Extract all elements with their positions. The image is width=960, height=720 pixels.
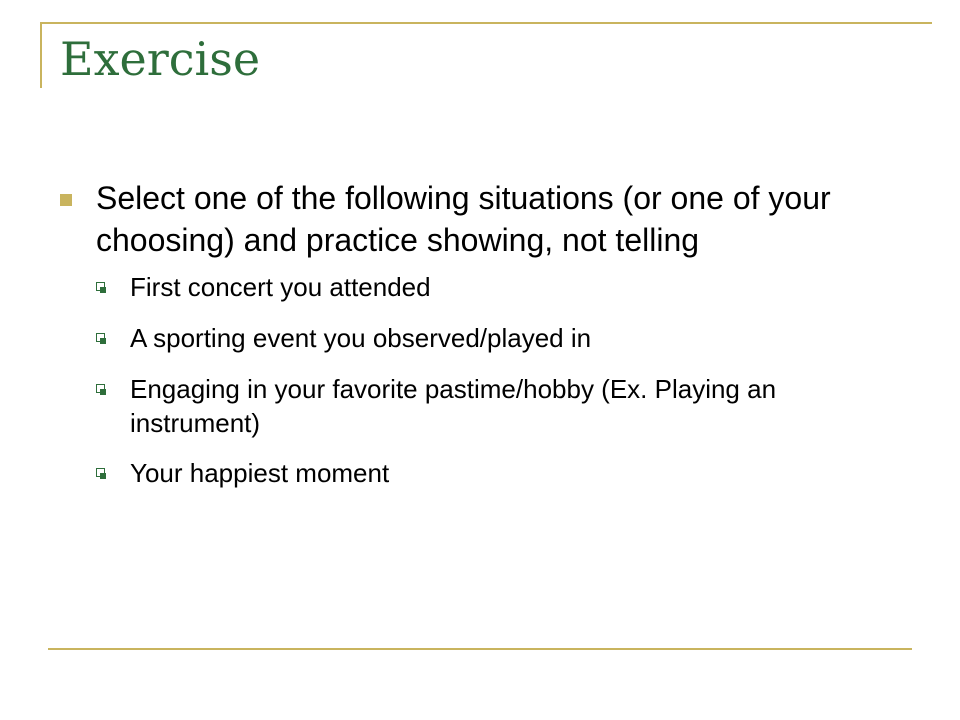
shadow-box-bullet-icon: [96, 282, 105, 291]
square-bullet-icon: [60, 194, 72, 206]
sub-bullet-text: Engaging in your favorite pastime/hobby (Ex. Playing an instrument): [130, 373, 777, 438]
sub-bullet-text: A sporting event you observed/played in: [130, 322, 592, 353]
bottom-rule: [48, 648, 912, 650]
sub-bullet-item: [96, 322, 890, 356]
shadow-box-bullet-icon: [96, 468, 105, 477]
sub-bullet-text: Your happiest moment: [130, 458, 390, 489]
sub-bullet-item: [96, 271, 890, 305]
sub-bullet-item: [96, 457, 890, 491]
shadow-box-bullet-icon: [96, 384, 105, 393]
shadow-box-bullet-icon: [96, 333, 105, 342]
slide-title: Exercise: [60, 32, 261, 86]
main-bullet: [60, 178, 890, 261]
sub-bullet-list: [60, 271, 890, 491]
main-bullet-text: Select one of the following situations (or one of your choosing) and practice showing, not telling: [96, 180, 831, 258]
top-rule: [40, 22, 932, 24]
slide-content: [60, 178, 890, 508]
sub-bullet-item: [96, 373, 890, 441]
sub-bullet-text: First concert you attended: [130, 272, 431, 303]
left-rule: [40, 22, 42, 88]
